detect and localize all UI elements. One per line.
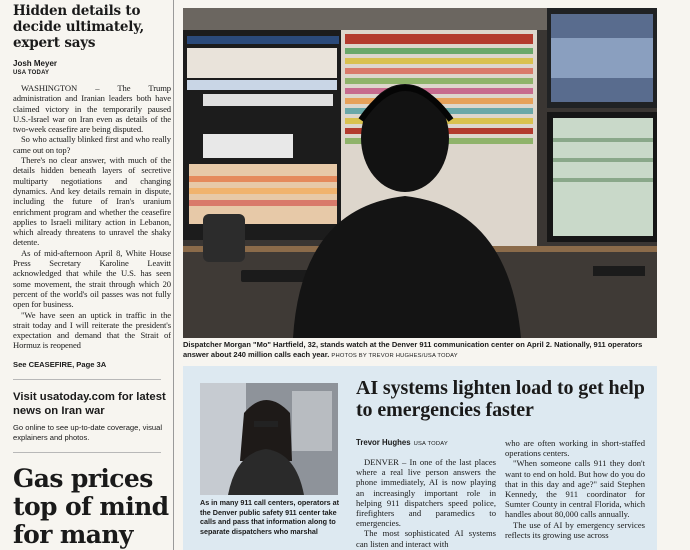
- promo-text: Go online to see up-to-date coverage, visual explainers and photos.: [13, 422, 163, 442]
- article-paragraph: WASHINGTON – The Trump administration and Iranian leaders both have claimed victory in the temporarily paused U.S.-Israel war on Iran even as details of the two-week ceasefire are being disputed.: [13, 83, 171, 135]
- inset-photo: [200, 383, 338, 495]
- story-affiliation: USA TODAY: [413, 441, 448, 447]
- left-column: [0, 0, 171, 550]
- jump-link[interactable]: See CEASEFIRE, Page 3A: [13, 359, 107, 369]
- story-paragraph: "When someone calls 911 they don't want to end on hold. But how do you do that in this day and age?" said Stephen Kennedy, the 911 coordinator for Sumter County in central Florida, which handles about 80,000 calls annually.: [505, 458, 645, 520]
- dispatcher-photo: [183, 8, 657, 338]
- promo-title[interactable]: Visit usatoday.com for latest news on Iran war: [13, 390, 166, 417]
- photo-caption: [183, 340, 657, 361]
- story-paragraph: DENVER – In one of the last places where a real live person answers the phone immediately, AI is now playing an increasingly important role in helping 911 dispatchers speed police, firefighters and paramedics to emergencies.: [356, 457, 496, 529]
- column-rule: [173, 0, 174, 550]
- divider: [13, 452, 161, 453]
- gas-prices-headline[interactable]: Gas prices top of mind for many: [13, 464, 169, 550]
- dispatcher-photo-illustration: [183, 8, 657, 338]
- photo-caption-text: Dispatcher Morgan "Mo" Hartfield, 32, stands watch at the Denver 911 communication center on April 2. Nationally, 911 operators answer about 240 million calls each year.: [183, 340, 643, 359]
- photo-credit: PHOTOS BY TREVOR HUGHES/USA TODAY: [331, 353, 458, 359]
- article-paragraph: As of mid-afternoon April 8, White House Press Secretary Karoline Leavitt acknowledged that while the U.S. has seen some movement, the strait through which 20 percent of the world's oil passes was not fully open for business.: [13, 247, 171, 310]
- ai-story-headline[interactable]: AI systems lighten load to get help to emergencies faster: [356, 377, 645, 421]
- story-column-2: [505, 438, 645, 540]
- inset-photo-illustration: [200, 383, 338, 495]
- story-paragraph: The most sophisticated AI systems can listen and interact with: [356, 528, 496, 549]
- byline: Josh Meyer: [13, 59, 58, 68]
- inset-caption: As in many 911 call centers, operators at the Denver public safety 911 center take calls and pass that information along to separate dispatchers who marshal: [200, 498, 340, 536]
- article-paragraph: So who actually blinked first and who really came out on top?: [13, 134, 171, 155]
- ceasefire-headline[interactable]: Hidden details to decide ultimately, expert says: [13, 3, 145, 51]
- article-paragraph: "We have seen an uptick in traffic in the strait today and I will reiterate the president's expectation and demand that the Strait of Hormuz is reopened: [13, 309, 171, 351]
- divider: [13, 379, 161, 380]
- article-paragraph: There's no clear answer, with much of the details hidden beneath layers of secretive multiparty negotiations and changing dynamics. And key details remain in dispute, including the future of Iran's uranium enrichment program and whether the ceasefire applies to Israeli military action in Lebanon, which already threatens to unravel the shaky detente.: [13, 155, 171, 248]
- story-paragraph: The use of AI by emergency services reflects its growing use across: [505, 519, 645, 540]
- story-column-1: [356, 457, 496, 549]
- story-author: Trevor Hughes: [356, 438, 411, 447]
- byline-affiliation: USA TODAY: [13, 70, 50, 76]
- story-byline: [356, 438, 448, 447]
- story-paragraph: who are often working in short-staffed operations centers.: [505, 438, 645, 459]
